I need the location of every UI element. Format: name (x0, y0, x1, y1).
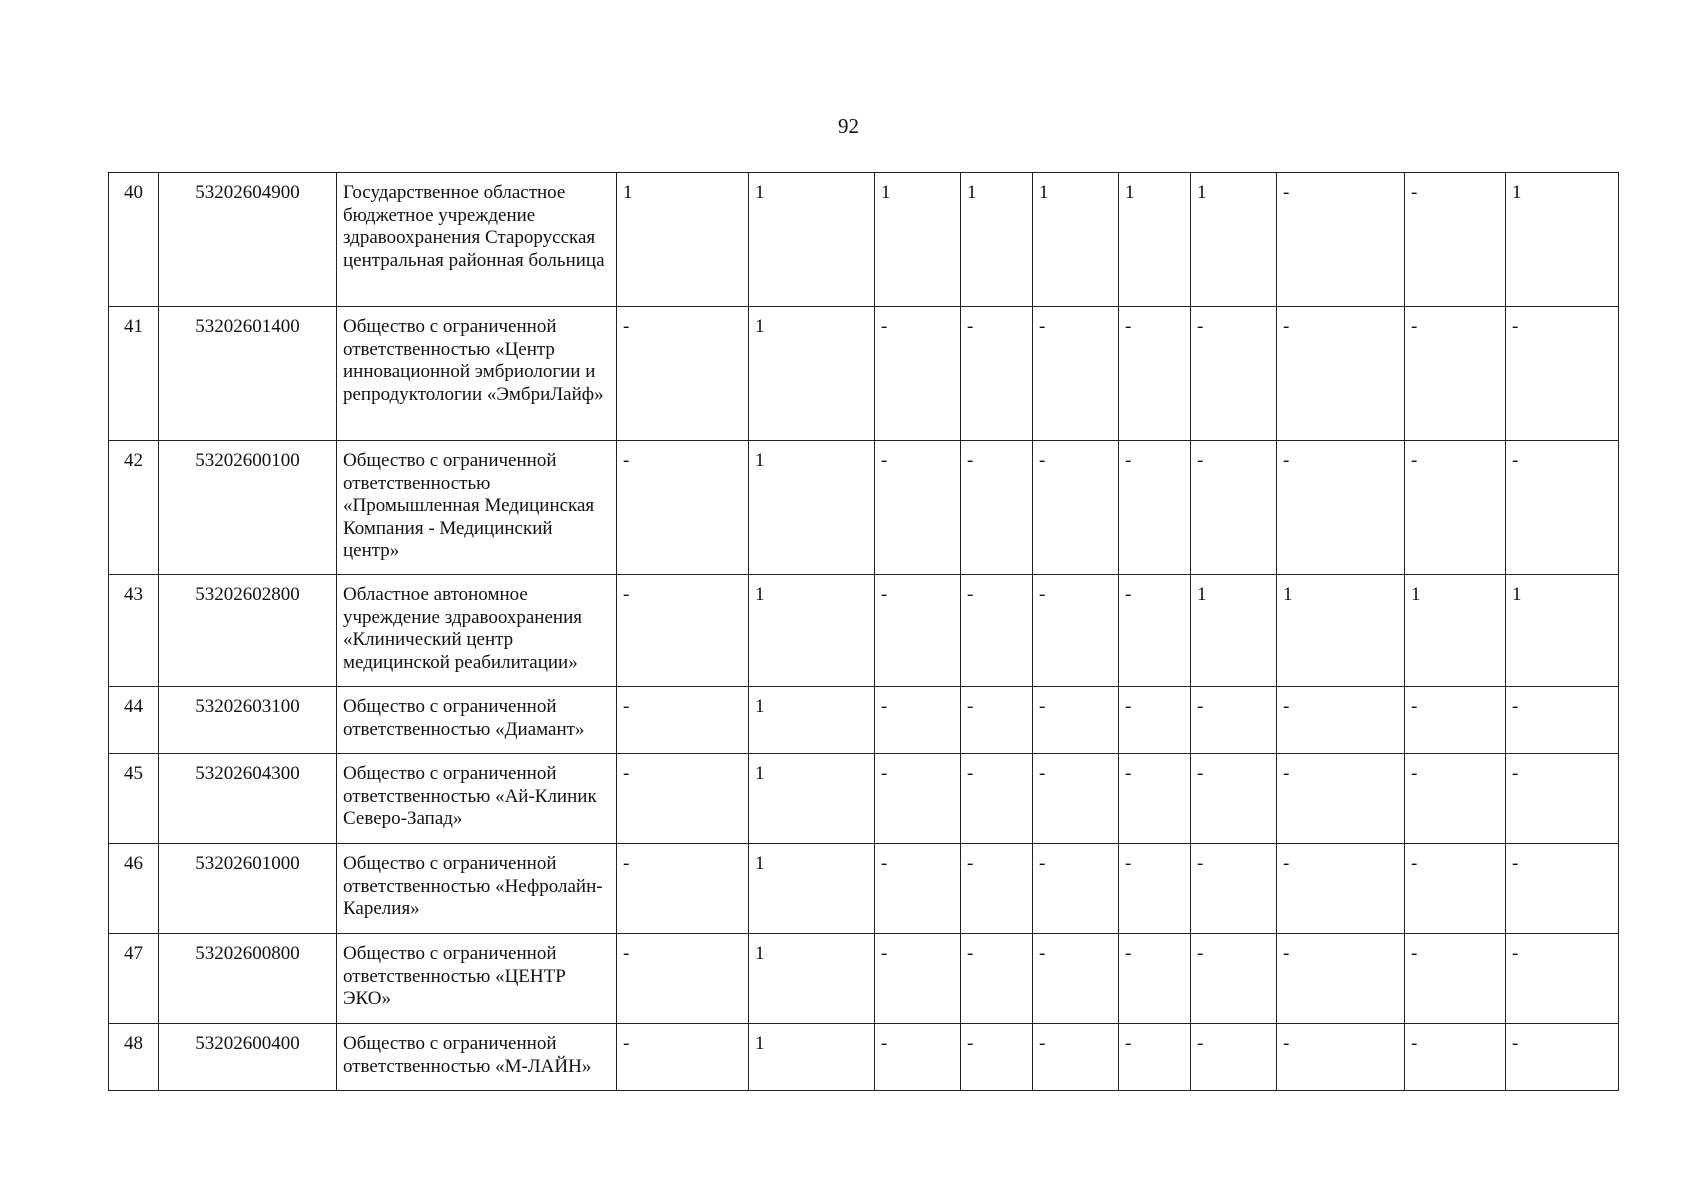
table-row (109, 441, 1619, 575)
value-cell: - (1033, 575, 1119, 687)
value-cell: 1 (1277, 575, 1405, 687)
organization-code-cell: 53202602800 (159, 575, 337, 687)
organization-name-cell: Общество с ограниченной ответственностью «Центр инновационной эмбриологии и репродуктологии «ЭмбриЛайф» (337, 307, 617, 441)
value-cell: - (1033, 1024, 1119, 1091)
row-number-cell: 47 (109, 934, 159, 1024)
value-cell: - (875, 441, 961, 575)
row-number-cell: 41 (109, 307, 159, 441)
value-cell: - (1191, 1024, 1277, 1091)
value-cell: 1 (1405, 575, 1506, 687)
table-row (109, 934, 1619, 1024)
organization-name-cell: Общество с ограниченной ответственностью «Диамант» (337, 687, 617, 754)
value-cell: 1 (749, 844, 875, 934)
value-cell: - (1033, 754, 1119, 844)
value-cell: - (1119, 754, 1191, 844)
value-cell: - (1405, 687, 1506, 754)
value-cell: 1 (749, 575, 875, 687)
value-cell: - (961, 575, 1033, 687)
table-row (109, 687, 1619, 754)
value-cell: - (617, 307, 749, 441)
organization-code-cell: 53202603100 (159, 687, 337, 754)
value-cell: - (1119, 934, 1191, 1024)
value-cell: - (1119, 844, 1191, 934)
value-cell: - (1033, 844, 1119, 934)
value-cell: - (961, 754, 1033, 844)
value-cell: - (961, 844, 1033, 934)
value-cell: 1 (961, 173, 1033, 307)
value-cell: - (1506, 441, 1619, 575)
organization-code-cell: 53202600100 (159, 441, 337, 575)
value-cell: - (961, 1024, 1033, 1091)
value-cell: 1 (617, 173, 749, 307)
value-cell: - (617, 575, 749, 687)
organization-code-cell: 53202604900 (159, 173, 337, 307)
organization-name-cell: Общество с ограниченной ответственностью «Нефролайн-Карелия» (337, 844, 617, 934)
value-cell: - (875, 575, 961, 687)
row-number-cell: 46 (109, 844, 159, 934)
value-cell: - (1277, 441, 1405, 575)
value-cell: 1 (749, 687, 875, 754)
value-cell: - (875, 687, 961, 754)
value-cell: - (1119, 1024, 1191, 1091)
value-cell: - (1405, 173, 1506, 307)
organization-name-cell: Общество с ограниченной ответственностью «ЦЕНТР ЭКО» (337, 934, 617, 1024)
value-cell: - (1277, 1024, 1405, 1091)
value-cell: - (961, 934, 1033, 1024)
organization-code-cell: 53202604300 (159, 754, 337, 844)
value-cell: - (875, 844, 961, 934)
value-cell: - (1119, 575, 1191, 687)
value-cell: 1 (749, 934, 875, 1024)
value-cell: - (961, 687, 1033, 754)
value-cell: - (617, 1024, 749, 1091)
organization-code-cell: 53202600800 (159, 934, 337, 1024)
value-cell: - (617, 687, 749, 754)
value-cell: - (1191, 934, 1277, 1024)
value-cell: 1 (749, 441, 875, 575)
value-cell: - (961, 307, 1033, 441)
table-row (109, 173, 1619, 307)
value-cell: - (617, 754, 749, 844)
row-number-cell: 42 (109, 441, 159, 575)
value-cell: - (1506, 1024, 1619, 1091)
row-number-cell: 43 (109, 575, 159, 687)
value-cell: - (1405, 1024, 1506, 1091)
value-cell: - (617, 844, 749, 934)
organization-code-cell: 53202601400 (159, 307, 337, 441)
organization-name-cell: Общество с ограниченной ответственностью «Промышленная Медицинская Компания - Медицинский центр» (337, 441, 617, 575)
value-cell: - (1191, 687, 1277, 754)
row-number-cell: 40 (109, 173, 159, 307)
value-cell: - (875, 934, 961, 1024)
value-cell: - (1506, 934, 1619, 1024)
value-cell: - (1119, 687, 1191, 754)
organization-code-cell: 53202600400 (159, 1024, 337, 1091)
value-cell: - (617, 441, 749, 575)
value-cell: - (1405, 934, 1506, 1024)
organization-name-cell: Государственное областное бюджетное учреждение здравоохранения Старорусская центральная районная больница (337, 173, 617, 307)
value-cell: - (1191, 441, 1277, 575)
value-cell: 1 (875, 173, 961, 307)
organization-name-cell: Общество с ограниченной ответственностью «М-ЛАЙН» (337, 1024, 617, 1091)
row-number-cell: 48 (109, 1024, 159, 1091)
data-table (108, 172, 1619, 1091)
value-cell: - (1119, 307, 1191, 441)
value-cell: - (961, 441, 1033, 575)
table-row (109, 1024, 1619, 1091)
value-cell: - (1405, 754, 1506, 844)
organization-name-cell: Общество с ограниченной ответственностью «Ай-Клиник Северо-Запад» (337, 754, 617, 844)
table-body (109, 173, 1619, 1091)
value-cell: - (1277, 844, 1405, 934)
value-cell: - (1506, 687, 1619, 754)
value-cell: - (1277, 687, 1405, 754)
value-cell: - (617, 934, 749, 1024)
value-cell: - (1405, 441, 1506, 575)
value-cell: 1 (749, 1024, 875, 1091)
value-cell: 1 (749, 754, 875, 844)
value-cell: - (875, 754, 961, 844)
value-cell: - (1191, 754, 1277, 844)
value-cell: - (1277, 934, 1405, 1024)
value-cell: - (1405, 844, 1506, 934)
value-cell: - (1277, 307, 1405, 441)
value-cell: - (1506, 844, 1619, 934)
value-cell: - (1277, 173, 1405, 307)
organization-code-cell: 53202601000 (159, 844, 337, 934)
value-cell: 1 (1033, 173, 1119, 307)
value-cell: - (1191, 844, 1277, 934)
table-row (109, 307, 1619, 441)
value-cell: 1 (1506, 575, 1619, 687)
organization-name-cell: Областное автономное учреждение здравоохранения «Клинический центр медицинской реабилитации» (337, 575, 617, 687)
row-number-cell: 44 (109, 687, 159, 754)
value-cell: - (1191, 307, 1277, 441)
value-cell: - (875, 307, 961, 441)
value-cell: - (1033, 441, 1119, 575)
value-cell: 1 (749, 173, 875, 307)
value-cell: - (1405, 307, 1506, 441)
value-cell: - (1277, 754, 1405, 844)
value-cell: - (1119, 441, 1191, 575)
table-row (109, 754, 1619, 844)
table-row (109, 844, 1619, 934)
value-cell: - (1506, 754, 1619, 844)
value-cell: 1 (1119, 173, 1191, 307)
value-cell: - (1033, 687, 1119, 754)
value-cell: 1 (1191, 575, 1277, 687)
value-cell: - (1506, 307, 1619, 441)
value-cell: 1 (749, 307, 875, 441)
value-cell: 1 (1191, 173, 1277, 307)
value-cell: - (875, 1024, 961, 1091)
table-row (109, 575, 1619, 687)
value-cell: - (1033, 934, 1119, 1024)
value-cell: - (1033, 307, 1119, 441)
row-number-cell: 45 (109, 754, 159, 844)
page-number: 92 (838, 114, 859, 138)
value-cell: 1 (1506, 173, 1619, 307)
